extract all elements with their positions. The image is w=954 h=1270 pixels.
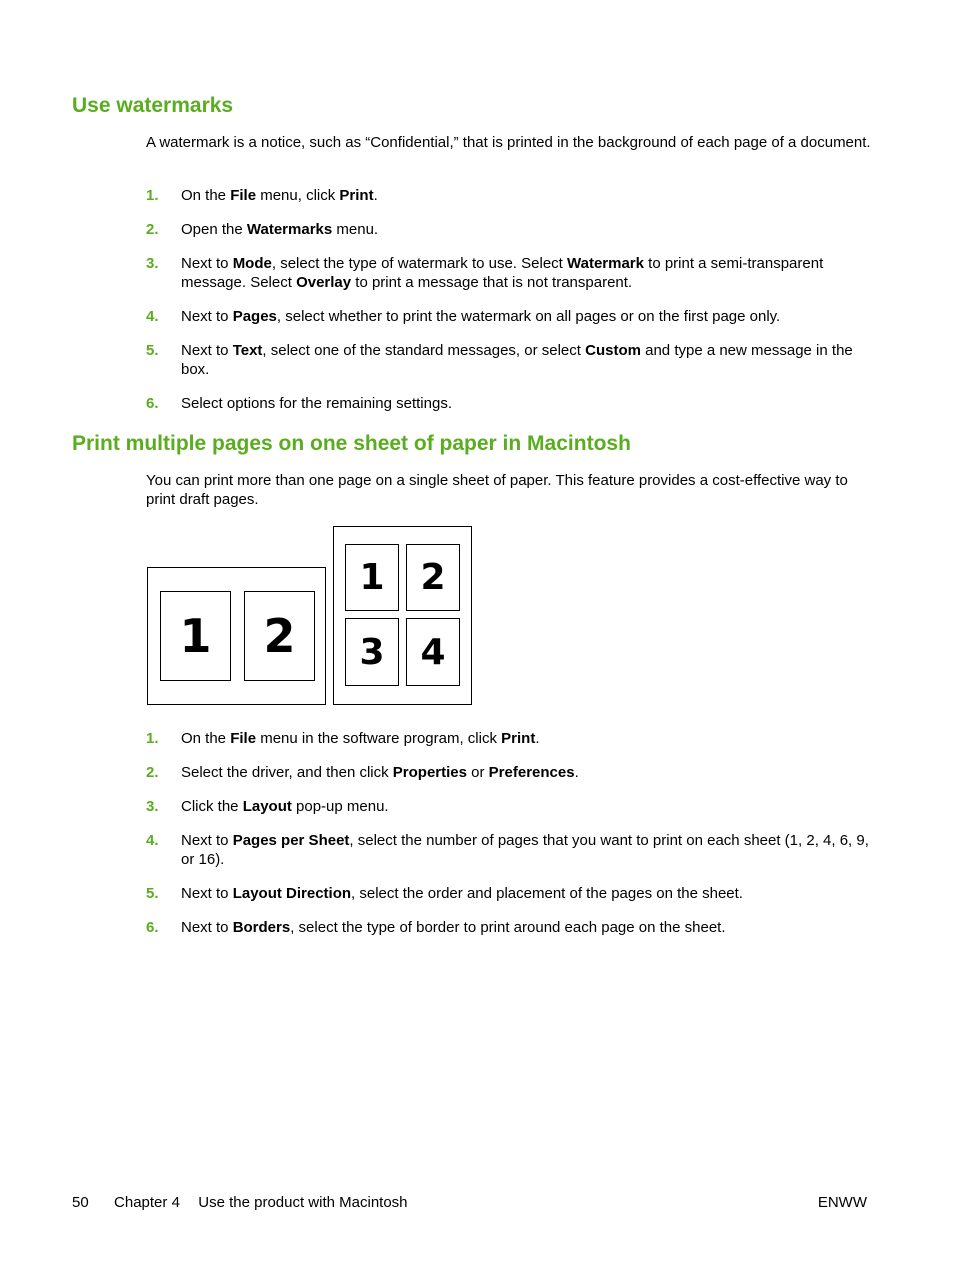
step-item xyxy=(146,341,876,379)
step-text-run: Next to xyxy=(181,832,233,849)
step-text-run: Next to xyxy=(181,885,233,902)
step-text-run: Next to xyxy=(181,255,233,272)
step-text-run: . xyxy=(373,187,378,204)
step-text xyxy=(181,919,726,936)
step-text-run: menu in the software program, click xyxy=(256,730,502,747)
step-number: 1. xyxy=(146,730,159,747)
step-text-run: . xyxy=(535,730,540,747)
step-item xyxy=(146,254,876,292)
step-text-run: , select the order and placement of the pages on the sheet. xyxy=(351,885,743,902)
four-up-page-1: 1 xyxy=(345,544,399,611)
step-text-run: menu. xyxy=(332,221,379,238)
step-text-bold: Layout Direction xyxy=(232,885,352,902)
step-text-run: , select the type of border to print around each page on the sheet. xyxy=(290,919,726,936)
step-text-run: Click the xyxy=(181,798,243,815)
step-text xyxy=(181,395,452,412)
four-up-page-2: 2 xyxy=(406,544,460,611)
step-text-run: , select whether to print the watermark on all pages or on the first page only. xyxy=(276,308,781,325)
step-item xyxy=(146,220,876,239)
step-item xyxy=(146,307,876,326)
step-text xyxy=(181,730,540,747)
step-number: 5. xyxy=(146,342,159,359)
step-text-bold: Print xyxy=(501,730,536,747)
step-number: 6. xyxy=(146,395,159,412)
step-text-bold: Watermark xyxy=(567,255,644,272)
step-text-run: . xyxy=(574,764,579,781)
step-item xyxy=(146,831,876,869)
step-number: 3. xyxy=(146,798,159,815)
step-text-run: Select the driver, and then click xyxy=(181,764,393,781)
step-item xyxy=(146,729,876,748)
step-text-bold: File xyxy=(230,730,257,747)
footer-chapter-title: Use the product with Macintosh xyxy=(198,1194,408,1211)
step-item xyxy=(146,884,876,903)
step-text-run: pop-up menu. xyxy=(291,798,389,815)
step-text xyxy=(181,221,378,238)
step-text-run: Next to xyxy=(181,919,233,936)
step-text xyxy=(181,187,378,204)
step-text-run: , select one of the standard messages, or select xyxy=(262,342,586,359)
section-heading-multiple-pages: Print multiple pages on one sheet of paper in Macintosh xyxy=(72,432,631,455)
step-text-bold: Text xyxy=(232,342,263,359)
step-text-run: , select the type of watermark to use. Select xyxy=(271,255,567,272)
two-up-page-2: 2 xyxy=(244,591,315,681)
step-number: 2. xyxy=(146,764,159,781)
step-text-bold: Borders xyxy=(232,919,291,936)
four-up-page-3: 3 xyxy=(345,618,399,686)
step-number: 5. xyxy=(146,885,159,902)
two-up-sheet-illustration xyxy=(147,567,326,705)
step-text-bold: Overlay xyxy=(296,274,352,291)
step-item xyxy=(146,394,876,413)
step-text xyxy=(181,832,869,868)
step-text-run: Open the xyxy=(181,221,247,238)
multiple-pages-steps xyxy=(146,729,876,952)
two-up-page-1: 1 xyxy=(160,591,231,681)
section-heading-use-watermarks: Use watermarks xyxy=(72,94,234,117)
multiple-pages-intro: You can print more than one page on a single sheet of paper. This feature provides a cost-effective way to print draft pages. xyxy=(146,472,848,508)
step-item xyxy=(146,918,876,937)
step-text-bold: Preferences xyxy=(488,764,575,781)
step-text-run: On the xyxy=(181,187,231,204)
step-text xyxy=(181,885,743,902)
step-text xyxy=(181,308,780,325)
four-up-sheet-illustration xyxy=(333,526,472,705)
footer-chapter: Chapter 4 xyxy=(114,1194,180,1211)
footer-page-number: 50 xyxy=(72,1194,89,1211)
step-text-run: Next to xyxy=(181,342,233,359)
step-text-run: to print a message that is not transparent. xyxy=(351,274,633,291)
step-text xyxy=(181,798,389,815)
step-number: 4. xyxy=(146,832,159,849)
step-text-bold: File xyxy=(230,187,257,204)
step-text xyxy=(181,764,579,781)
step-text-run: and type a new message in the box. xyxy=(181,342,853,378)
step-text-bold: Custom xyxy=(585,342,641,359)
step-number: 1. xyxy=(146,187,159,204)
step-text-bold: Print xyxy=(339,187,374,204)
step-text-run: Next to xyxy=(181,308,233,325)
step-number: 4. xyxy=(146,308,159,325)
step-text-run: , select the number of pages that you want to print on each sheet (1, 2, 4, 6, 9, or 16). xyxy=(181,832,869,868)
step-text-bold: Layout xyxy=(242,798,292,815)
step-text-bold: Mode xyxy=(232,255,272,272)
step-item xyxy=(146,186,876,205)
watermarks-steps xyxy=(146,186,876,428)
step-text-bold: Properties xyxy=(392,764,467,781)
footer-right: ENWW xyxy=(817,1194,867,1211)
step-text xyxy=(181,255,823,291)
step-text-bold: Watermarks xyxy=(246,221,333,238)
step-number: 2. xyxy=(146,221,159,238)
step-text-run: On the xyxy=(181,730,231,747)
step-number: 3. xyxy=(146,255,159,272)
step-text xyxy=(181,342,853,378)
footer-left xyxy=(72,1193,408,1212)
step-item xyxy=(146,797,876,816)
step-text-bold: Pages xyxy=(232,308,277,325)
step-item xyxy=(146,763,876,782)
step-text-bold: Pages per Sheet xyxy=(232,832,350,849)
step-text-run: Select options for the remaining settings. xyxy=(181,395,452,412)
step-number: 6. xyxy=(146,919,159,936)
step-text-run: or xyxy=(466,764,489,781)
four-up-page-4: 4 xyxy=(406,618,460,686)
watermarks-intro: A watermark is a notice, such as “Confidential,” that is printed in the background of each page of a document. xyxy=(146,134,871,151)
step-text-run: to print a semi-transparent message. Select xyxy=(181,255,824,291)
step-text-run: menu, click xyxy=(256,187,340,204)
